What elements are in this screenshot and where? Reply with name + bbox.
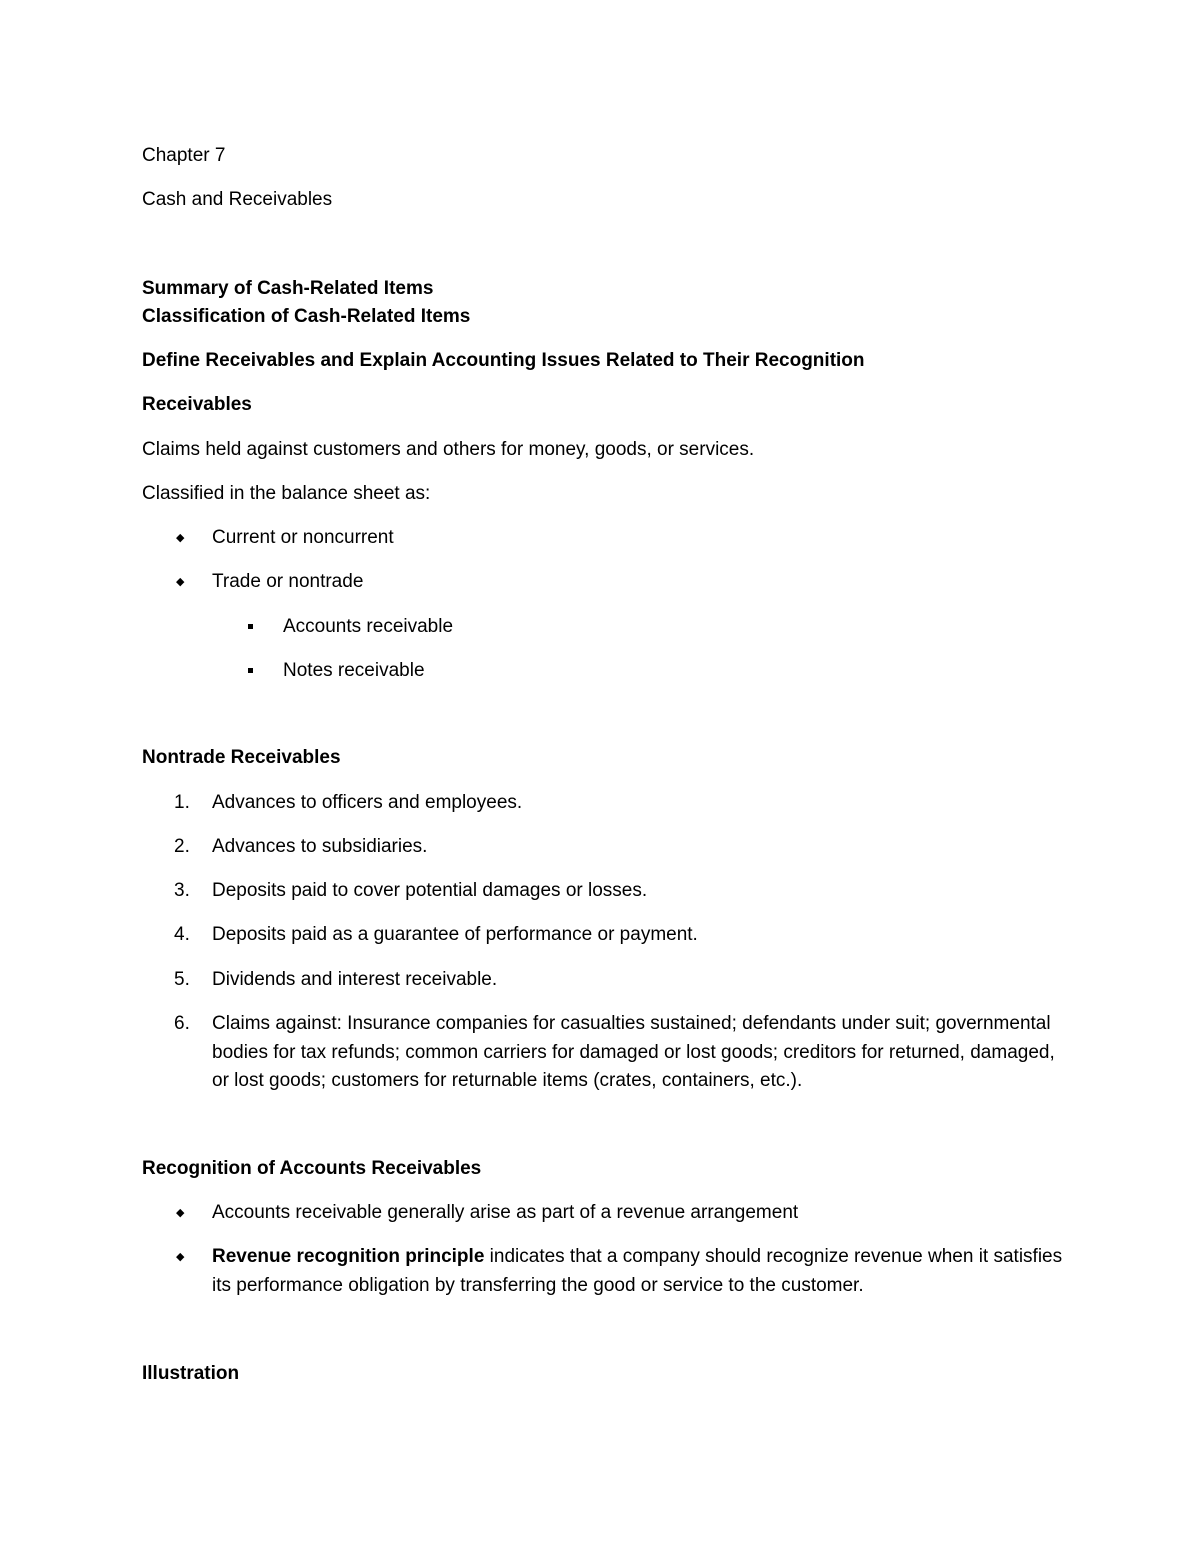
bullet-icon: ◆ — [176, 576, 185, 588]
heading-receivables: Receivables — [142, 394, 252, 415]
receivables-definition: Claims held against customers and others for money, goods, or services. — [142, 439, 755, 460]
classified-intro: Classified in the balance sheet as: — [142, 483, 431, 504]
square-bullet-icon — [248, 624, 253, 629]
list-number: 4. — [174, 924, 190, 945]
list-item: Dividends and interest receivable. — [212, 969, 498, 990]
list-number: 2. — [174, 836, 190, 857]
list-item: Accounts receivable generally arise as part of a revenue arrangement — [212, 1202, 799, 1223]
bullet-icon: ◆ — [176, 1251, 185, 1263]
list-number: 6. — [174, 1013, 190, 1034]
list-number: 3. — [174, 880, 190, 901]
heading-recognition: Recognition of Accounts Receivables — [142, 1158, 482, 1179]
list-number: 1. — [174, 792, 190, 813]
heading-summary: Summary of Cash-Related Items — [142, 278, 434, 299]
list-item: Advances to officers and employees. — [212, 792, 523, 813]
term-revenue-recognition-principle: Revenue recognition principle — [212, 1246, 485, 1267]
list-item — [212, 1243, 1072, 1300]
list-item: Deposits paid to cover potential damages or losses. — [212, 880, 648, 901]
list-number: 5. — [174, 969, 190, 990]
list-item: Advances to subsidiaries. — [212, 836, 428, 857]
chapter-subtitle: Cash and Receivables — [142, 189, 333, 210]
list-item: Current or noncurrent — [212, 527, 394, 548]
bullet-icon: ◆ — [176, 1207, 185, 1219]
list-item-text: indicates that a company should recognize revenue when it satisfies its performance obligation by transferring the good or service to the customer. — [212, 1246, 1063, 1296]
list-item: Deposits paid as a guarantee of performance or payment. — [212, 924, 698, 945]
heading-illustration: Illustration — [142, 1363, 240, 1384]
list-item: Accounts receivable — [283, 616, 454, 637]
heading-classification: Classification of Cash-Related Items — [142, 306, 471, 327]
chapter-label: Chapter 7 — [142, 145, 226, 166]
square-bullet-icon — [248, 668, 253, 673]
list-item: Trade or nontrade — [212, 571, 364, 592]
list-item: Claims against: Insurance companies for casualties sustained; defendants under suit; governmental bodies for tax refunds; common carriers for damaged or lost goods; creditors for returned, damaged, or lost goods; customers for returnable items (crates, containers, etc.). — [212, 1013, 1055, 1091]
heading-nontrade-receivables: Nontrade Receivables — [142, 747, 341, 768]
bullet-icon: ◆ — [176, 532, 185, 544]
heading-define-receivables: Define Receivables and Explain Accounting Issues Related to Their Recognition — [142, 350, 865, 371]
list-item: Notes receivable — [283, 660, 425, 681]
